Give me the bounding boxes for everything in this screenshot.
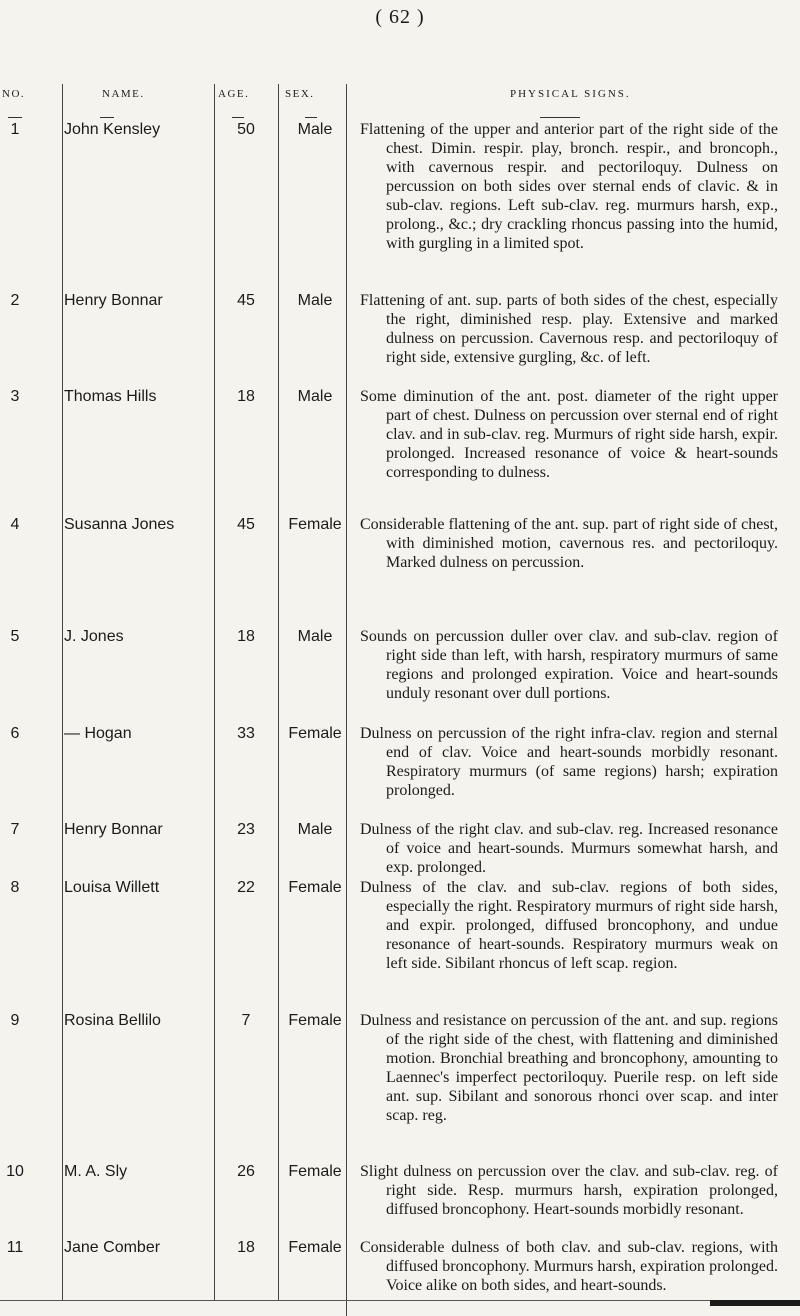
patient-sex: Female — [288, 516, 342, 533]
header-underline — [232, 117, 244, 118]
patient-name: J. Jones — [64, 628, 124, 645]
header-underline — [540, 117, 580, 118]
case-number: 11 — [6, 1239, 24, 1256]
patient-name: Henry Bonnar — [64, 821, 163, 838]
patient-age: 18 — [237, 1239, 255, 1256]
physical-signs: Dulness on percussion of the right infra-clav. region and sternal end of clav. Voice and heart-sounds morbidly resonant. Respiratory murmurs (of same regions) harsh; expiration prolonged. — [360, 725, 778, 799]
patient-age: 45 — [237, 516, 255, 533]
column-rule — [346, 84, 347, 1316]
header-no: NO. — [2, 88, 26, 100]
header-underline — [305, 117, 317, 118]
physical-signs: Slight dulness on percussion over the clav. and sub-clav. reg. of right side. Resp. murmurs harsh, expiration prolonged, diffused broncophony. Heart-sounds morbidly resonant. — [360, 1163, 778, 1218]
physical-signs: Sounds on percussion duller over clav. and sub-clav. region of right side than left, with harsh, respiratory murmurs of same regions and prolonged expiration. Voice and heart-sounds unduly resonant over dull portions. — [360, 628, 778, 702]
case-number: 8 — [10, 879, 20, 896]
patient-name: Thomas Hills — [64, 388, 157, 405]
case-number: 7 — [10, 821, 20, 838]
physical-signs: Dulness and resistance on percussion of the ant. and sup. regions of the right side of the chest, with flattening and diminished motion. Bronchial breathing and broncophony, amounting to Laennec's imperfect pectoriloquy. Puerile resp. on left side ant. sup. Sibilant and sonorous rhonci over scap. and inter scap. reg. — [360, 1012, 778, 1124]
patient-sex: Female — [288, 1012, 342, 1029]
case-number: 1 — [10, 121, 20, 138]
header-sex: SEX. — [285, 88, 315, 100]
patient-age: 23 — [237, 821, 255, 838]
case-number: 5 — [10, 628, 20, 645]
patient-age: 50 — [237, 121, 255, 138]
case-number: 10 — [6, 1163, 24, 1180]
patient-age: 45 — [237, 292, 255, 309]
case-number: 4 — [10, 516, 20, 533]
patient-name: Rosina Bellilo — [64, 1012, 161, 1029]
case-number: 2 — [10, 292, 20, 309]
physical-signs: Flattening of ant. sup. parts of both sides of the chest, especially the right, diminished resp. play. Extensive and marked dulness on percussion. Cavernous resp. and pectoriloquy of right side, extensive gurgling, &c. of left. — [360, 292, 778, 366]
column-rule — [62, 84, 63, 1300]
patient-name: Jane Comber — [64, 1239, 161, 1256]
header-physical-signs: PHYSICAL SIGNS. — [510, 88, 631, 100]
patient-name: — Hogan — [64, 725, 132, 742]
case-number: 3 — [10, 388, 20, 405]
patient-sex: Female — [288, 725, 342, 742]
patient-age: 18 — [237, 628, 255, 645]
patient-age: 18 — [237, 388, 255, 405]
physical-signs: Some diminution of the ant. post. diameter of the right upper part of chest. Dulness on percussion over sternal end of right clav. and in sub-clav. reg. Murmurs of right side harsh, expir. prolonged. Increased resonance of voice & heart-sounds corresponding to dulness. — [360, 388, 778, 481]
patient-name: M. A. Sly — [64, 1163, 128, 1180]
physical-signs: Considerable flattening of the ant. sup. part of right side of chest, with diminished motion, cavernous res. and pectoriloquy. Marked dulness on percussion. — [360, 516, 778, 571]
case-number: 6 — [10, 725, 20, 742]
patient-name: Henry Bonnar — [64, 292, 163, 309]
bottom-bar — [710, 1300, 800, 1306]
patient-sex: Female — [288, 1163, 342, 1180]
header-underline — [8, 117, 22, 118]
patient-sex: Male — [297, 388, 333, 405]
header-age: AGE. — [218, 88, 250, 100]
patient-sex: Female — [288, 879, 342, 896]
header-name: NAME. — [102, 88, 145, 100]
case-number: 9 — [10, 1012, 20, 1029]
page-number: ( 62 ) — [375, 6, 425, 28]
patient-sex: Male — [297, 628, 333, 645]
patient-sex: Male — [297, 121, 333, 138]
physical-signs: Dulness of the clav. and sub-clav. regions of both sides, especially the right. Respiratory murmurs of right side harsh, and expir. prolonged, diffused broncophony, and undue resonance of heart-sounds. Respiratory murmurs weak on left side. Sibilant rhoncus of left scap. region. — [360, 879, 778, 972]
bottom-rule — [0, 1300, 800, 1301]
patient-age: 22 — [237, 879, 255, 896]
patient-sex: Female — [288, 1239, 342, 1256]
patient-sex: Male — [297, 292, 333, 309]
patient-sex: Male — [297, 821, 333, 838]
patient-age: 7 — [241, 1012, 251, 1029]
column-rule — [214, 84, 215, 1300]
physical-signs: Dulness of the right clav. and sub-clav. reg. Increased resonance of voice and heart-sounds. Murmurs somewhat harsh, and exp. prolonged. — [360, 821, 778, 876]
physical-signs: Flattening of the upper and anterior part of the right side of the chest. Dimin. respir. play, bronch. respir., and broncoph., with cavernous respir. and pectoriloquy. Dulness on percussion on both sides over sternal ends of clavic. & in sub-clav. regions. Left sub-clav. reg. murmurs harsh, exp., prolong., &c.; dry crackling rhoncus passing into the humid, with gurgling in a limited spot. — [360, 121, 778, 252]
physical-signs: Considerable dulness of both clav. and sub-clav. regions, with diffused broncophony. Murmurs harsh, expiration prolonged. Voice alike on both sides, and heart-sounds. — [360, 1239, 778, 1294]
patient-name: Susanna Jones — [64, 516, 175, 533]
patient-age: 26 — [237, 1163, 255, 1180]
patient-name: Louisa Willett — [64, 879, 160, 896]
patient-age: 33 — [237, 725, 255, 742]
patient-name: John Kensley — [64, 121, 161, 138]
column-rule — [278, 84, 279, 1300]
header-underline — [100, 117, 114, 118]
